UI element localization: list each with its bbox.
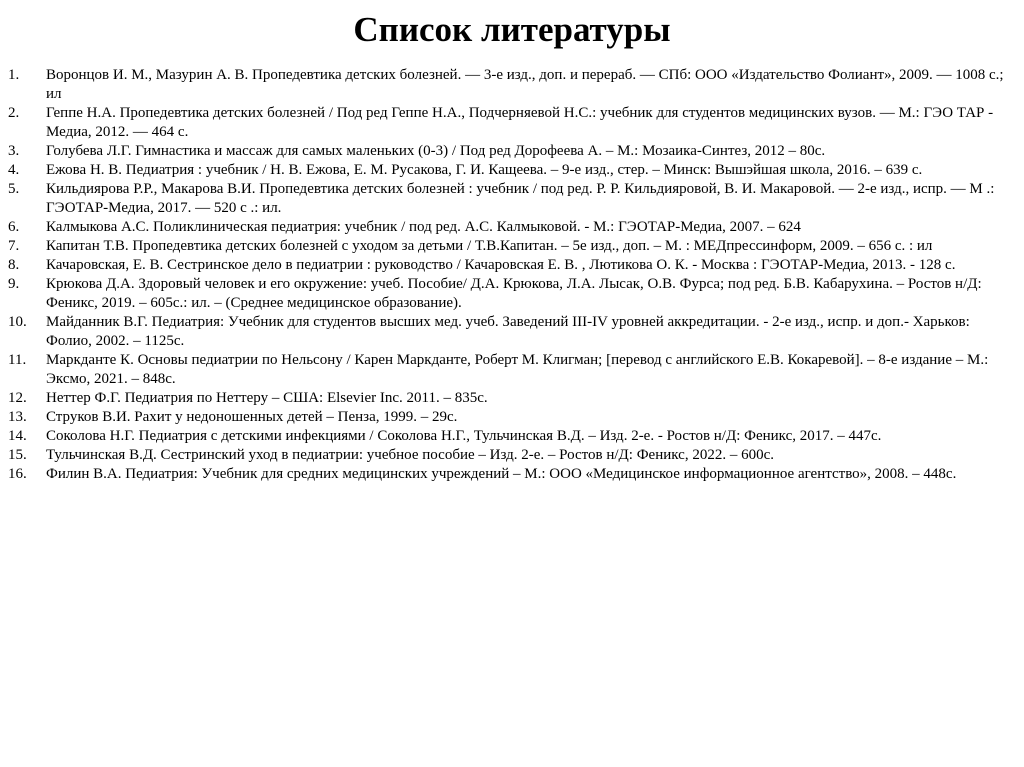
reference-text: Неттер Ф.Г. Педиатрия по Неттеру – США: Elsevier Inc. 2011. – 835с. [46, 390, 488, 406]
reference-number: 9. [8, 276, 20, 292]
reference-number: 10. [8, 314, 27, 330]
reference-item [8, 275, 1004, 313]
reference-text: Майданник В.Г. Педиатрия: Учебник для студентов высших мед. учеб. Заведений III-IV уровней аккредитации. - 2-е изд., испр. и доп.- Харьков: Фолио, 2002. – 1125с. [46, 314, 970, 349]
reference-text: Крюкова Д.А. Здоровый человек и его окружение: учеб. Пособие/ Д.А. Крюкова, Л.А. Лысак, О.В. Фурса; под ред. Б.В. Кабарухина. – Ростов н/Д: Феникс, 2019. – 605с.: ил. – (Среднее медицинское образование). [46, 276, 982, 311]
reference-text: Голубева Л.Г. Гимнастика и массаж для самых маленьких (0-3) / Под ред Дорофеева А. – М.: Мозаика-Синтез, 2012 – 80с. [46, 143, 826, 159]
reference-text: Ежова Н. В. Педиатрия : учебник / Н. В. Ежова, Е. М. Русакова, Г. И. Кащеева. – 9-е изд., стер. – Минск: Вышэйшая школа, 2016. – 639 с. [46, 162, 923, 178]
reference-text: Геппе Н.А. Пропедевтика детских болезней / Под ред Геппе Н.А., Подчерняевой Н.С.: учебник для студентов медицинских вузов. — М.: ГЭО ТАР - Медиа, 2012. — 464 с. [46, 105, 994, 140]
reference-item [8, 408, 1004, 427]
reference-item [8, 465, 1004, 484]
reference-item [8, 104, 1004, 142]
reference-number: 7. [8, 238, 20, 254]
slide-title: Список литературы [353, 10, 671, 49]
reference-text: Кильдиярова Р.Р., Макарова В.И. Пропедевтика детских болезней : учебник / под ред. Р. Р. Кильдияровой, В. И. Макаровой. — 2-е изд., испр. — М .: ГЭОТАР-Медиа, 2017. — 520 с .: ил. [46, 181, 995, 216]
reference-text: Капитан Т.В. Пропедевтика детских болезней с уходом за детьми / Т.В.Капитан. – 5е изд., доп. – М. : МЕДпрессинформ, 2009. – 656 с. : ил [46, 238, 933, 254]
reference-item [8, 313, 1004, 351]
reference-text: Маркданте К. Основы педиатрии по Нельсону / Карен Маркданте, Роберт М. Клигман; [перевод с английского Е.В. Кокаревой]. – 8-е издание – М.: Эксмо, 2021. – 848с. [46, 352, 989, 387]
reference-list [8, 66, 1004, 484]
reference-number: 6. [8, 219, 20, 235]
reference-number: 1. [8, 67, 20, 83]
reference-number: 11. [8, 352, 27, 368]
reference-text: Струков В.И. Рахит у недоношенных детей – Пенза, 1999. – 29с. [46, 409, 458, 425]
reference-number: 13. [8, 409, 27, 425]
reference-item [8, 256, 1004, 275]
reference-item [8, 142, 1004, 161]
reference-text: Качаровская, Е. В. Сестринское дело в педиатрии : руководство / Качаровская Е. В. , Лютикова О. К. - Москва : ГЭОТАР-Медиа, 2013. - 128 с. [46, 257, 956, 273]
reference-text: Воронцов И. М., Мазурин А. В. Пропедевтика детских болезней. — 3-е изд., доп. и перераб. — СПб: ООО «Издательство Фолиант», 2009. — 1008 с.; ил [46, 67, 1004, 102]
reference-item [8, 237, 1004, 256]
reference-item [8, 180, 1004, 218]
reference-text: Филин В.А. Педиатрия: Учебник для средних медицинских учреждений – М.: ООО «Медицинское информационное агентство», 2008. – 448с. [46, 466, 957, 482]
reference-item [8, 427, 1004, 446]
reference-item [8, 351, 1004, 389]
reference-text: Тульчинская В.Д. Сестринский уход в педиатрии: учебное пособие – Изд. 2-е. – Ростов н/Д: Феникс, 2022. – 600с. [46, 447, 774, 463]
reference-number: 14. [8, 428, 27, 444]
reference-number: 3. [8, 143, 20, 159]
reference-number: 2. [8, 105, 20, 121]
reference-item [8, 389, 1004, 408]
reference-number: 12. [8, 390, 27, 406]
reference-number: 4. [8, 162, 20, 178]
reference-item [8, 446, 1004, 465]
reference-text: Калмыкова А.С. Поликлиническая педиатрия: учебник / под ред. А.С. Калмыковой. - М.: ГЭОТАР-Медиа, 2007. – 624 [46, 219, 801, 235]
reference-number: 15. [8, 447, 27, 463]
reference-number: 8. [8, 257, 20, 273]
reference-text: Соколова Н.Г. Педиатрия с детскими инфекциями / Соколова Н.Г., Тульчинская В.Д. – Изд. 2-е. - Ростов н/Д: Феникс, 2017. – 447с. [46, 428, 882, 444]
reference-number: 16. [8, 466, 27, 482]
reference-item [8, 66, 1004, 104]
reference-number: 5. [8, 181, 20, 197]
reference-item [8, 218, 1004, 237]
reference-item [8, 161, 1004, 180]
